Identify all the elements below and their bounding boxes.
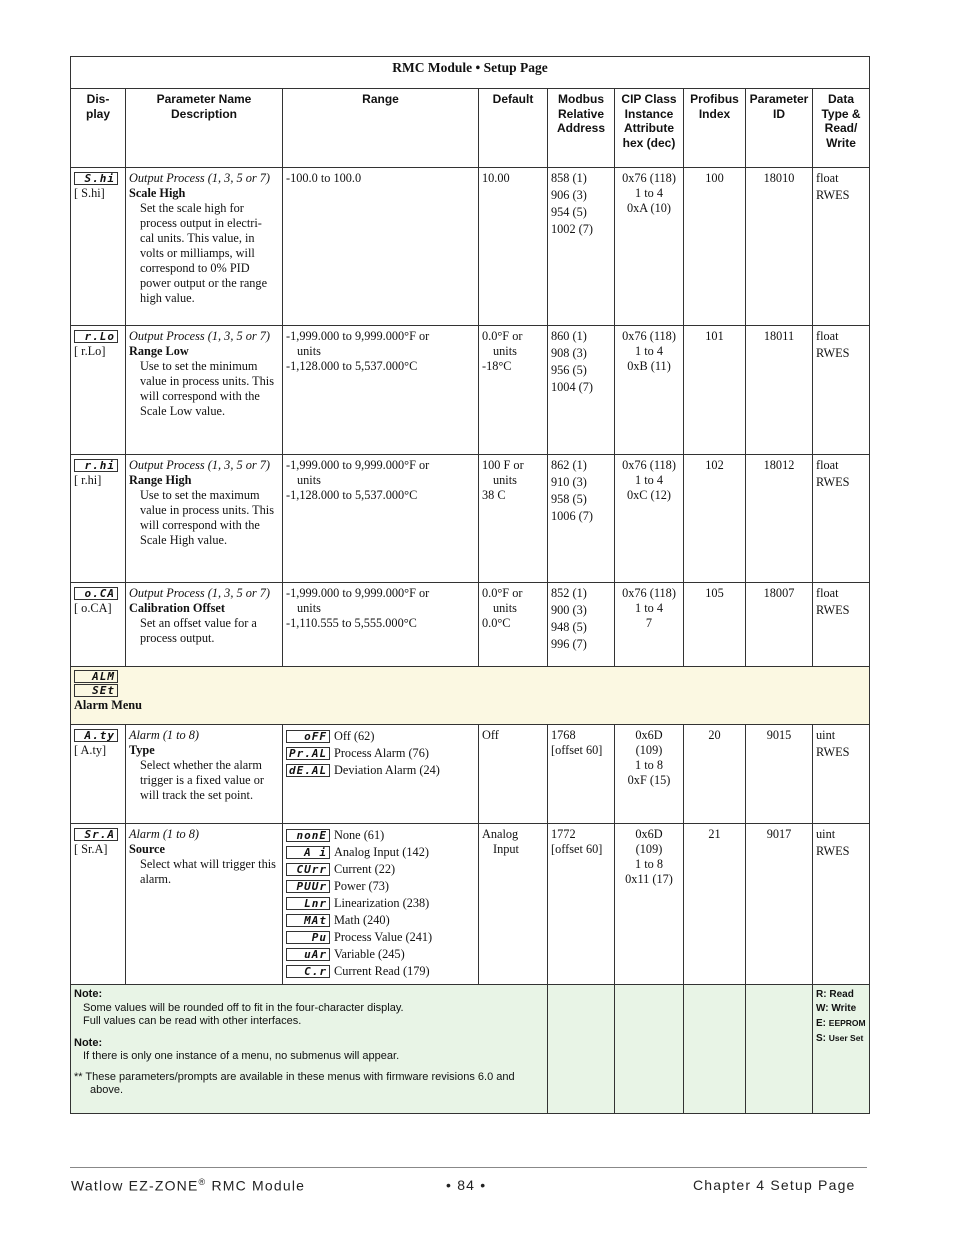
table-row [71, 583, 870, 667]
option-label: Math (240) [334, 913, 390, 927]
range-line: units [297, 601, 321, 615]
default-cell [479, 326, 548, 455]
option-label: Current (22) [334, 862, 396, 876]
default-line: 0.0°F or [482, 586, 523, 600]
display-cell [71, 168, 126, 326]
legend-value: User Set [828, 1033, 864, 1043]
profibus-cell: 20 [684, 725, 746, 824]
parameter-name: Source [129, 842, 165, 856]
lcd-prompt: Sr.A [74, 828, 118, 841]
profibus-cell: 105 [684, 583, 746, 667]
cell-line: 1 to 4 [634, 601, 663, 615]
legend-value: Read [829, 989, 854, 1000]
range-option [286, 895, 475, 912]
parameter-description: Use to set the maximum value in process units. This will correspond with the Scale High value. [140, 488, 274, 547]
option-label: Process Alarm (76) [334, 746, 429, 760]
cell-line: 1 to 4 [634, 186, 663, 200]
parameter-cell [126, 326, 283, 455]
range-line: -1,999.000 to 9,999.000°F or [286, 458, 430, 472]
option-lcd: uAr [286, 948, 330, 961]
legend-value: EEPROM [828, 1018, 866, 1028]
range-option [286, 963, 475, 980]
option-lcd: dE.AL [286, 764, 330, 777]
modbus-line: 1002 (7) [551, 222, 594, 236]
cell-line: 0x76 (118) [622, 171, 676, 185]
cell-line: 0x76 (118) [622, 458, 676, 472]
range-line: -1,110.555 to 5,555.000°C [286, 616, 417, 630]
menu-lcd-set: SEt [74, 684, 118, 697]
option-label: Analog Input (142) [334, 845, 429, 859]
col-display: Dis- play [71, 89, 126, 168]
default-line: Analog [482, 827, 519, 841]
col-data-type: Data Type & Read/ Write [813, 89, 870, 168]
option-lcd: Lnr [286, 897, 330, 910]
lcd-prompt: A.ty [74, 729, 118, 742]
modbus-line: 906 (3) [551, 188, 587, 202]
parameter-description: Use to set the minimum value in process units. This will correspond with the Scale Low value. [140, 359, 274, 418]
range-option [286, 762, 475, 779]
range-option [286, 878, 475, 895]
legend-value: Write [831, 1003, 857, 1014]
note-text: If there is only one instance of a menu, no submenus will appear. [83, 1050, 400, 1062]
parameter-name: Calibration Offset [129, 601, 225, 615]
data-type-line: RWES [816, 346, 850, 360]
modbus-line: 958 (5) [551, 492, 587, 506]
parameter-cell [126, 583, 283, 667]
modbus-line: 1006 (7) [551, 509, 594, 523]
cell-line: 7 [645, 616, 653, 630]
footer-divider [70, 1167, 867, 1168]
data-type-line: uint [816, 728, 836, 742]
note-text: Some values will be rounded off to fit in the four-character display. [83, 1001, 404, 1014]
profibus-cell: 21 [684, 824, 746, 985]
option-label: Deviation Alarm (24) [334, 763, 440, 777]
footer-page-number: • 84 • [446, 1177, 487, 1193]
modbus-cell [548, 725, 615, 824]
modbus-cell [548, 326, 615, 455]
parameter-description: Set the scale high for process output in electri- cal units. This value, in volts or milliamps, will correspond to 0% PID power output or the range high value. [140, 201, 268, 305]
modbus-line: 996 (7) [551, 637, 587, 651]
data-type-line: RWES [816, 745, 850, 759]
prompt-code: [ r.Lo] [74, 344, 106, 358]
col-cip: CIP Class Instance Attribute hex (dec) [615, 89, 684, 168]
legend-cell [813, 985, 870, 1114]
data-type-line: float [816, 586, 839, 600]
footer-product: Watlow EZ-ZONE® RMC Module [71, 1177, 306, 1194]
prompt-code: [ S.hi] [74, 186, 105, 200]
range-cell [283, 583, 479, 667]
cell-line: 0x6D [635, 728, 663, 742]
col-range: Range [283, 89, 479, 168]
data-type-line: float [816, 171, 839, 185]
option-lcd: MAt [286, 914, 330, 927]
col-parameter-id: Parameter ID [746, 89, 813, 168]
parameter-cell [126, 725, 283, 824]
cip-cell [615, 583, 684, 667]
option-lcd: Pr.AL [286, 747, 330, 760]
modbus-cell [548, 168, 615, 326]
notes-cell [71, 985, 548, 1114]
modbus-line: 858 (1) [551, 171, 587, 185]
parameter-id-cell: 18010 [746, 168, 813, 326]
lcd-prompt: r.Lo [74, 330, 118, 343]
option-lcd: oFF [286, 730, 330, 743]
modbus-cell [548, 455, 615, 583]
cip-cell [615, 455, 684, 583]
range-line: -1,128.000 to 5,537.000°C [286, 359, 418, 373]
parameter-cell [126, 455, 283, 583]
parameter-cell [126, 168, 283, 326]
range-cell [283, 168, 479, 326]
range-line: -1,999.000 to 9,999.000°F or [286, 329, 430, 343]
setup-parameter-table [70, 56, 870, 1114]
modbus-line: 1772 [551, 827, 576, 841]
modbus-line: 852 (1) [551, 586, 587, 600]
default-line: units [493, 473, 517, 487]
alarm-menu-label: Alarm Menu [74, 698, 142, 712]
parameter-id-cell: 9015 [746, 725, 813, 824]
col-profibus: Profibus Index [684, 89, 746, 168]
range-option [286, 929, 475, 946]
legend-item [816, 1016, 866, 1031]
range-line: -100.0 to 100.0 [286, 171, 362, 185]
modbus-line: [offset 60] [551, 842, 603, 856]
data-type-cell [813, 824, 870, 985]
parameter-name: Scale High [129, 186, 186, 200]
notes-empty-cell [615, 985, 684, 1114]
cell-line: (109) [635, 842, 663, 856]
cell-line: 0x76 (118) [622, 329, 676, 343]
range-cell [283, 326, 479, 455]
data-type-line: RWES [816, 603, 850, 617]
prompt-code: [ Sr.A] [74, 842, 108, 856]
range-line: units [297, 344, 321, 358]
modbus-line: 954 (5) [551, 205, 587, 219]
legend-item [816, 988, 866, 1002]
legend-key: W: [816, 1003, 829, 1014]
option-lcd: PUUr [286, 880, 330, 893]
default-line: units [493, 344, 517, 358]
range-cell [283, 455, 479, 583]
parameter-id-cell: 18012 [746, 455, 813, 583]
parameter-context: Alarm (1 to 8) [129, 827, 200, 841]
display-cell [71, 455, 126, 583]
note-text: ** These parameters/prompts are available in these menus with firmware revisions 6.0 and [74, 1070, 515, 1083]
profibus-cell: 101 [684, 326, 746, 455]
lcd-prompt: S.hi [74, 172, 118, 185]
prompt-code: [ o.CA] [74, 601, 112, 615]
default-line: Input [493, 842, 519, 856]
data-type-cell [813, 455, 870, 583]
modbus-line: [offset 60] [551, 743, 603, 757]
display-cell [71, 583, 126, 667]
data-type-cell [813, 326, 870, 455]
option-label: Variable (245) [334, 947, 405, 961]
table-row [71, 326, 870, 455]
option-label: None (61) [334, 828, 385, 842]
alarm-menu-row [71, 667, 870, 725]
col-modbus: Modbus Relative Address [548, 89, 615, 168]
col-parameter-name: Parameter Name Description [126, 89, 283, 168]
modbus-cell [548, 583, 615, 667]
legend-key: R: [816, 989, 827, 1000]
profibus-cell: 100 [684, 168, 746, 326]
modbus-line: 1004 (7) [551, 380, 594, 394]
note-heading: Note: [74, 1036, 103, 1049]
footer-chapter: Chapter 4 Setup Page [693, 1177, 856, 1193]
range-cell [283, 725, 479, 824]
note-text: Full values can be read with other interfaces. [83, 1015, 302, 1027]
notes-empty-cell [548, 985, 615, 1114]
parameter-id-cell: 18011 [746, 326, 813, 455]
default-cell [479, 824, 548, 985]
profibus-cell: 102 [684, 455, 746, 583]
display-cell [71, 824, 126, 985]
modbus-line: 900 (3) [551, 603, 587, 617]
modbus-line: 910 (3) [551, 475, 587, 489]
parameter-name: Range Low [129, 344, 189, 358]
data-type-cell [813, 168, 870, 326]
default-line: Off [482, 728, 499, 742]
alarm-menu-cell [71, 667, 870, 725]
default-cell [479, 725, 548, 824]
cell-line: 0x11 (17) [625, 872, 673, 886]
menu-lcd-alm: ALM [74, 670, 118, 683]
parameter-cell [126, 824, 283, 985]
parameter-description: Select what will trigger this alarm. [140, 857, 276, 886]
range-line: units [297, 473, 321, 487]
cell-line: 0xA (10) [626, 201, 672, 215]
parameter-description: Select whether the alarm trigger is a fixed value or will track the set point. [140, 758, 264, 802]
col-default: Default [479, 89, 548, 168]
modbus-line: 948 (5) [551, 620, 587, 634]
lcd-prompt: r.hi [74, 459, 118, 472]
legend-key: E: [816, 1018, 826, 1029]
parameter-context: Output Process (1, 3, 5 or 7) [129, 458, 270, 472]
legend-key: S: [816, 1033, 826, 1044]
option-label: Off (62) [334, 729, 375, 743]
parameter-context: Output Process (1, 3, 5 or 7) [129, 171, 270, 185]
default-line: units [493, 601, 517, 615]
range-option [286, 861, 475, 878]
default-line: -18°C [482, 359, 512, 373]
cell-line: 1 to 4 [634, 473, 663, 487]
note-heading: Note: [74, 988, 103, 1000]
option-lcd: C.r [286, 965, 330, 978]
modbus-line: 1768 [551, 728, 576, 742]
data-type-cell [813, 583, 870, 667]
parameter-context: Output Process (1, 3, 5 or 7) [129, 586, 270, 600]
prompt-code: [ r.hi] [74, 473, 102, 487]
default-cell [479, 583, 548, 667]
parameter-name: Type [129, 743, 155, 757]
default-cell [479, 455, 548, 583]
note-text: above. [90, 1084, 124, 1096]
cell-line: 0xF (15) [627, 773, 671, 787]
table-row [71, 824, 870, 985]
table-row [71, 455, 870, 583]
default-line: 100 F or [482, 458, 524, 472]
parameter-context: Alarm (1 to 8) [129, 728, 200, 742]
option-label: Process Value (241) [334, 930, 433, 944]
data-type-line: float [816, 329, 839, 343]
cell-line: 0x6D [635, 827, 663, 841]
parameter-description: Set an offset value for a process output. [140, 616, 257, 645]
display-cell [71, 725, 126, 824]
range-option [286, 912, 475, 929]
cip-cell [615, 168, 684, 326]
modbus-line: 860 (1) [551, 329, 587, 343]
option-label: Current Read (179) [334, 964, 430, 978]
parameter-id-cell: 18007 [746, 583, 813, 667]
data-type-cell [813, 725, 870, 824]
range-line: -1,999.000 to 9,999.000°F or [286, 586, 430, 600]
notes-empty-cell [684, 985, 746, 1114]
cell-line: 0xC (12) [626, 488, 672, 502]
default-line: 0.0°C [482, 616, 511, 630]
table-row [71, 725, 870, 824]
default-line: 38 C [482, 488, 506, 502]
parameter-id-cell: 9017 [746, 824, 813, 985]
display-cell [71, 326, 126, 455]
cell-line: 0x76 (118) [622, 586, 676, 600]
range-option [286, 844, 475, 861]
range-option [286, 745, 475, 762]
data-type-line: float [816, 458, 839, 472]
legend-item [816, 1031, 866, 1046]
default-line: 10.00 [482, 171, 510, 185]
cip-cell [615, 725, 684, 824]
range-option [286, 827, 475, 844]
parameter-context: Output Process (1, 3, 5 or 7) [129, 329, 270, 343]
option-lcd: CUrr [286, 863, 330, 876]
range-line: -1,128.000 to 5,537.000°C [286, 488, 418, 502]
legend-item [816, 1002, 866, 1016]
notes-row [71, 985, 870, 1114]
data-type-line: RWES [816, 844, 850, 858]
table-row [71, 168, 870, 326]
cell-line: (109) [635, 743, 663, 757]
cell-line: 1 to 8 [634, 758, 663, 772]
option-label: Linearization (238) [334, 896, 430, 910]
cip-cell [615, 326, 684, 455]
notes-empty-cell [746, 985, 813, 1114]
data-type-line: RWES [816, 188, 850, 202]
table-title: RMC Module • Setup Page [71, 57, 870, 89]
range-option [286, 728, 475, 745]
option-lcd: A i [286, 846, 330, 859]
lcd-prompt: o.CA [74, 587, 118, 600]
cell-line: 1 to 4 [634, 344, 663, 358]
modbus-cell [548, 824, 615, 985]
option-lcd: nonE [286, 829, 330, 842]
parameter-name: Range High [129, 473, 192, 487]
cell-line: 1 to 8 [634, 857, 663, 871]
option-lcd: Pu [286, 931, 330, 944]
default-cell [479, 168, 548, 326]
modbus-line: 862 (1) [551, 458, 587, 472]
range-option [286, 946, 475, 963]
cip-cell [615, 824, 684, 985]
option-label: Power (73) [334, 879, 389, 893]
modbus-line: 908 (3) [551, 346, 587, 360]
cell-line: 0xB (11) [627, 359, 671, 373]
modbus-line: 956 (5) [551, 363, 587, 377]
prompt-code: [ A.ty] [74, 743, 107, 757]
data-type-line: uint [816, 827, 836, 841]
default-line: 0.0°F or [482, 329, 523, 343]
data-type-line: RWES [816, 475, 850, 489]
range-cell [283, 824, 479, 985]
